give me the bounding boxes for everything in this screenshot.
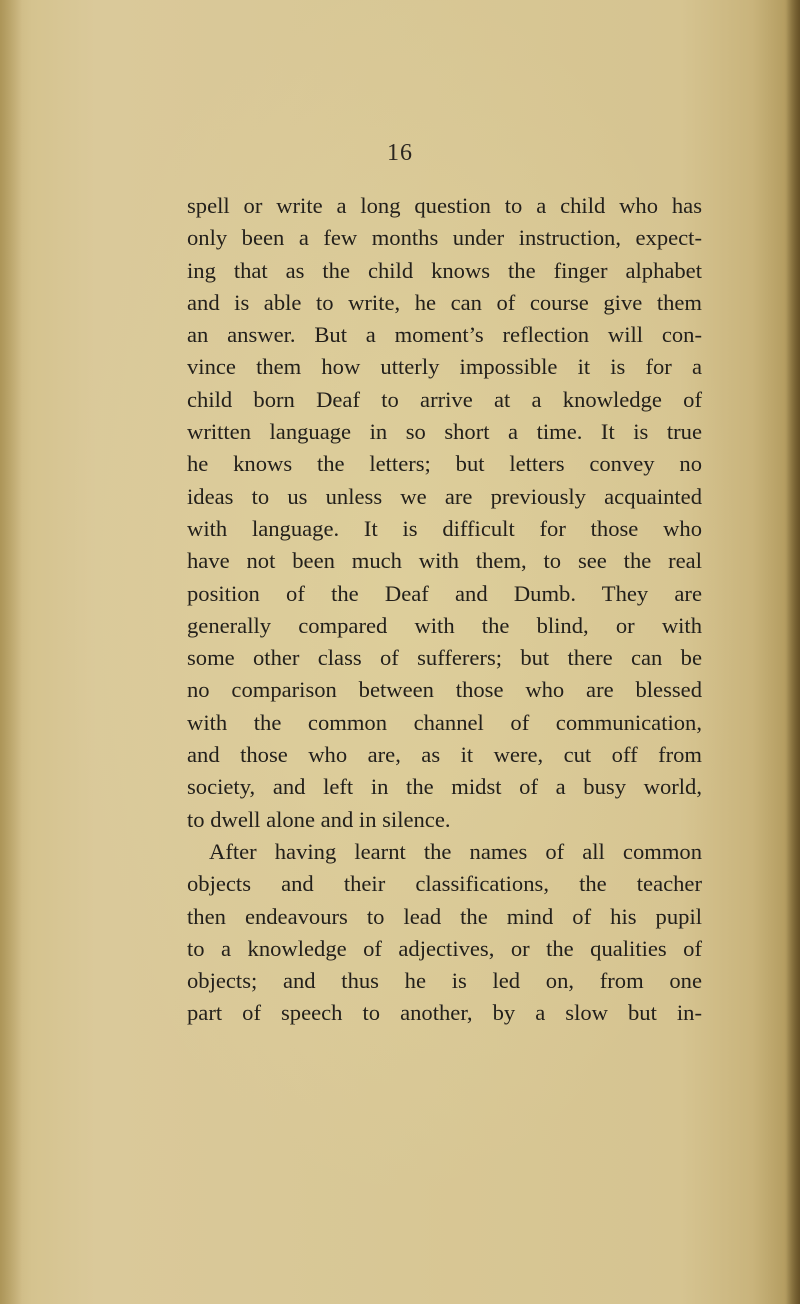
text-line: child born Deaf to arrive at a knowledge of	[187, 386, 702, 412]
text-line: have not been much with them, to see the real	[187, 548, 702, 574]
text-line: then endeavours to lead the mind of his pupil	[187, 903, 702, 929]
text-line: ideas to us unless we are previously acquainted	[187, 483, 702, 509]
text-line: spell or write a long question to a child who has	[187, 193, 702, 218]
text-line: and those who are, as it were, cut off from	[187, 742, 702, 768]
text-line: society, and left in the midst of a busy world,	[187, 774, 702, 800]
text-line: ing that as the child knows the finger alphabet	[187, 257, 702, 283]
text-line: objects; and thus he is led on, from one	[187, 968, 702, 994]
text-line: generally compared with the blind, or with	[187, 612, 702, 638]
body-text	[187, 190, 702, 1030]
page-left-edge-shadow	[0, 0, 22, 1304]
text-line: an answer. But a moment’s reflection will con-	[187, 322, 702, 348]
text-line: only been a few months under instruction, expect-	[187, 225, 702, 251]
text-line: objects and their classifications, the teacher	[187, 871, 702, 897]
text-line: some other class of sufferers; but there can be	[187, 645, 702, 671]
text-line: written language in so short a time. It is true	[187, 419, 702, 445]
text-line: vince them how utterly impossible it is for a	[187, 354, 702, 380]
text-line: to a knowledge of adjectives, or the qualities of	[187, 935, 702, 961]
text-line: part of speech to another, by a slow but in-	[187, 1000, 702, 1026]
text-line: position of the Deaf and Dumb. They are	[187, 580, 702, 606]
page-number: 16	[387, 140, 413, 166]
paragraph-start-line: After having learnt the names of all common	[209, 838, 702, 864]
text-line: he knows the letters; but letters convey no	[187, 451, 702, 477]
text-line: with language. It is difficult for those who	[187, 515, 702, 541]
paragraph-end-line: to dwell alone and in silence.	[187, 806, 451, 832]
page-right-edge-shadow	[786, 0, 800, 1304]
text-line: no comparison between those who are blessed	[187, 677, 702, 703]
text-line: and is able to write, he can of course give them	[187, 289, 702, 315]
text-line: with the common channel of communication,	[187, 709, 702, 735]
